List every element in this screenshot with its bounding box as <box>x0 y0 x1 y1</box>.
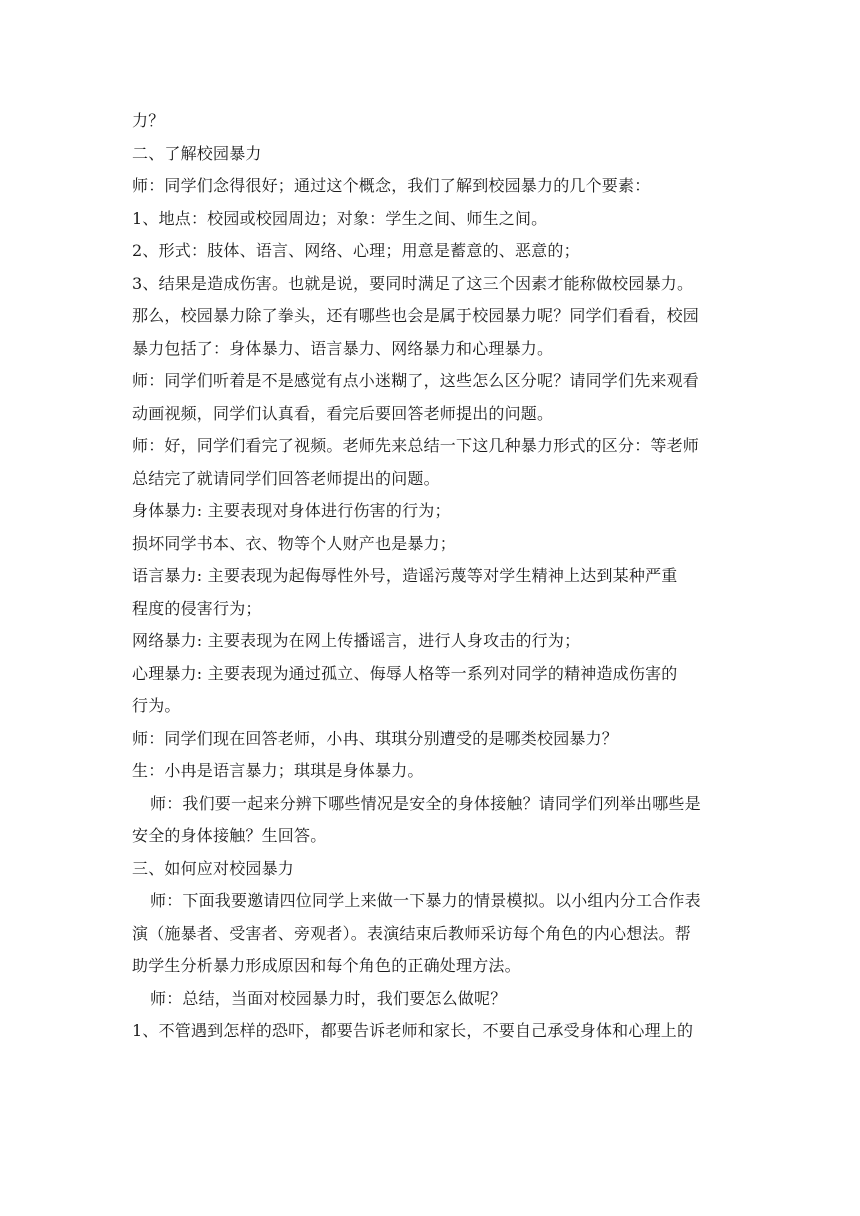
list-item: 1、地点：校园或校园周边；对象：学生之间、师生之间。 <box>132 208 548 228</box>
definition-line: 网络暴力: 主要表现为在网上传播谣言，进行人身攻击的行为； <box>132 631 581 650</box>
text-line: 师：同学们念得很好；通过这个概念，我们了解到校园暴力的几个要素： <box>132 176 651 195</box>
text-line: 行为。 <box>132 696 181 715</box>
text-line: 损坏同学书本、衣、物等个人财产也是暴力； <box>132 533 457 553</box>
section-heading: 二、了解校园暴力 <box>132 143 262 163</box>
definition-line: 身体暴力: 主要表现对身体进行伤害的行为； <box>132 501 451 520</box>
document-body <box>132 105 732 1048</box>
text-line: 生：小冉是语言暴力；琪琪是身体暴力。 <box>132 761 424 780</box>
indented-line: 师：总结，当面对校园暴力时，我们要怎么做呢？ <box>150 988 507 1008</box>
text-line: 安全的身体接触？生回答。 <box>132 826 327 845</box>
text-line: 那么，校园暴力除了拳头，还有哪些也会是属于校园暴力呢？同学们看看，校园 <box>132 306 700 325</box>
text-line: 总结完了就请同学们回答老师提出的问题。 <box>132 468 440 488</box>
text-line: 动画视频，同学们认真看，看完后要回答老师提出的问题。 <box>132 403 554 423</box>
indented-line: 师：下面我要邀请四位同学上来做一下暴力的情景模拟。以小组内分工合作表 <box>150 891 701 910</box>
indented-line: 师：我们要一起来分辨下哪些情况是安全的身体接触？请同学们列举出哪些是 <box>150 793 701 813</box>
definition-line: 心理暴力: 主要表现为通过孤立、侮辱人格等一系列对同学的精神造成伤害的 <box>132 663 678 683</box>
definition-line: 语言暴力: 主要表现为起侮辱性外号，造谣污蔑等对学生精神上达到某种严重 <box>132 566 678 585</box>
list-item: 1、不管遇到怎样的恐吓，都要告诉老师和家长，不要自己承受身体和心理上的 <box>132 1021 694 1040</box>
text-line: 助学生分析暴力形成原因和每个角色的正确处理方法。 <box>132 956 521 975</box>
text-line: 师：同学们现在回答老师，小冉、琪琪分别遭受的是哪类校园暴力？ <box>132 728 619 748</box>
text-line: 程度的侵害行为； <box>132 598 262 618</box>
text-line: 力？ <box>132 111 165 130</box>
text-line: 师：同学们听着是不是感觉有点小迷糊了，这些怎么区分呢？请同学们先来观看 <box>132 371 700 390</box>
list-item: 3、结果是造成伤害。也就是说，要同时满足了这三个因素才能称做校园暴力。 <box>132 273 694 293</box>
text-line: 演（施暴者、受害者、旁观者）。表演结束后教师采访每个角色的内心想法。帮 <box>132 923 692 943</box>
section-heading: 三、如何应对校园暴力 <box>132 858 295 878</box>
text-line: 暴力包括了：身体暴力、语言暴力、网络暴力和心理暴力。 <box>132 338 554 358</box>
text-line: 师：好，同学们看完了视频。老师先来总结一下这几种暴力形式的区分：等老师 <box>132 436 700 455</box>
list-item: 2、形式：肢体、语言、网络、心理；用意是蓄意的、恶意的； <box>132 241 580 260</box>
